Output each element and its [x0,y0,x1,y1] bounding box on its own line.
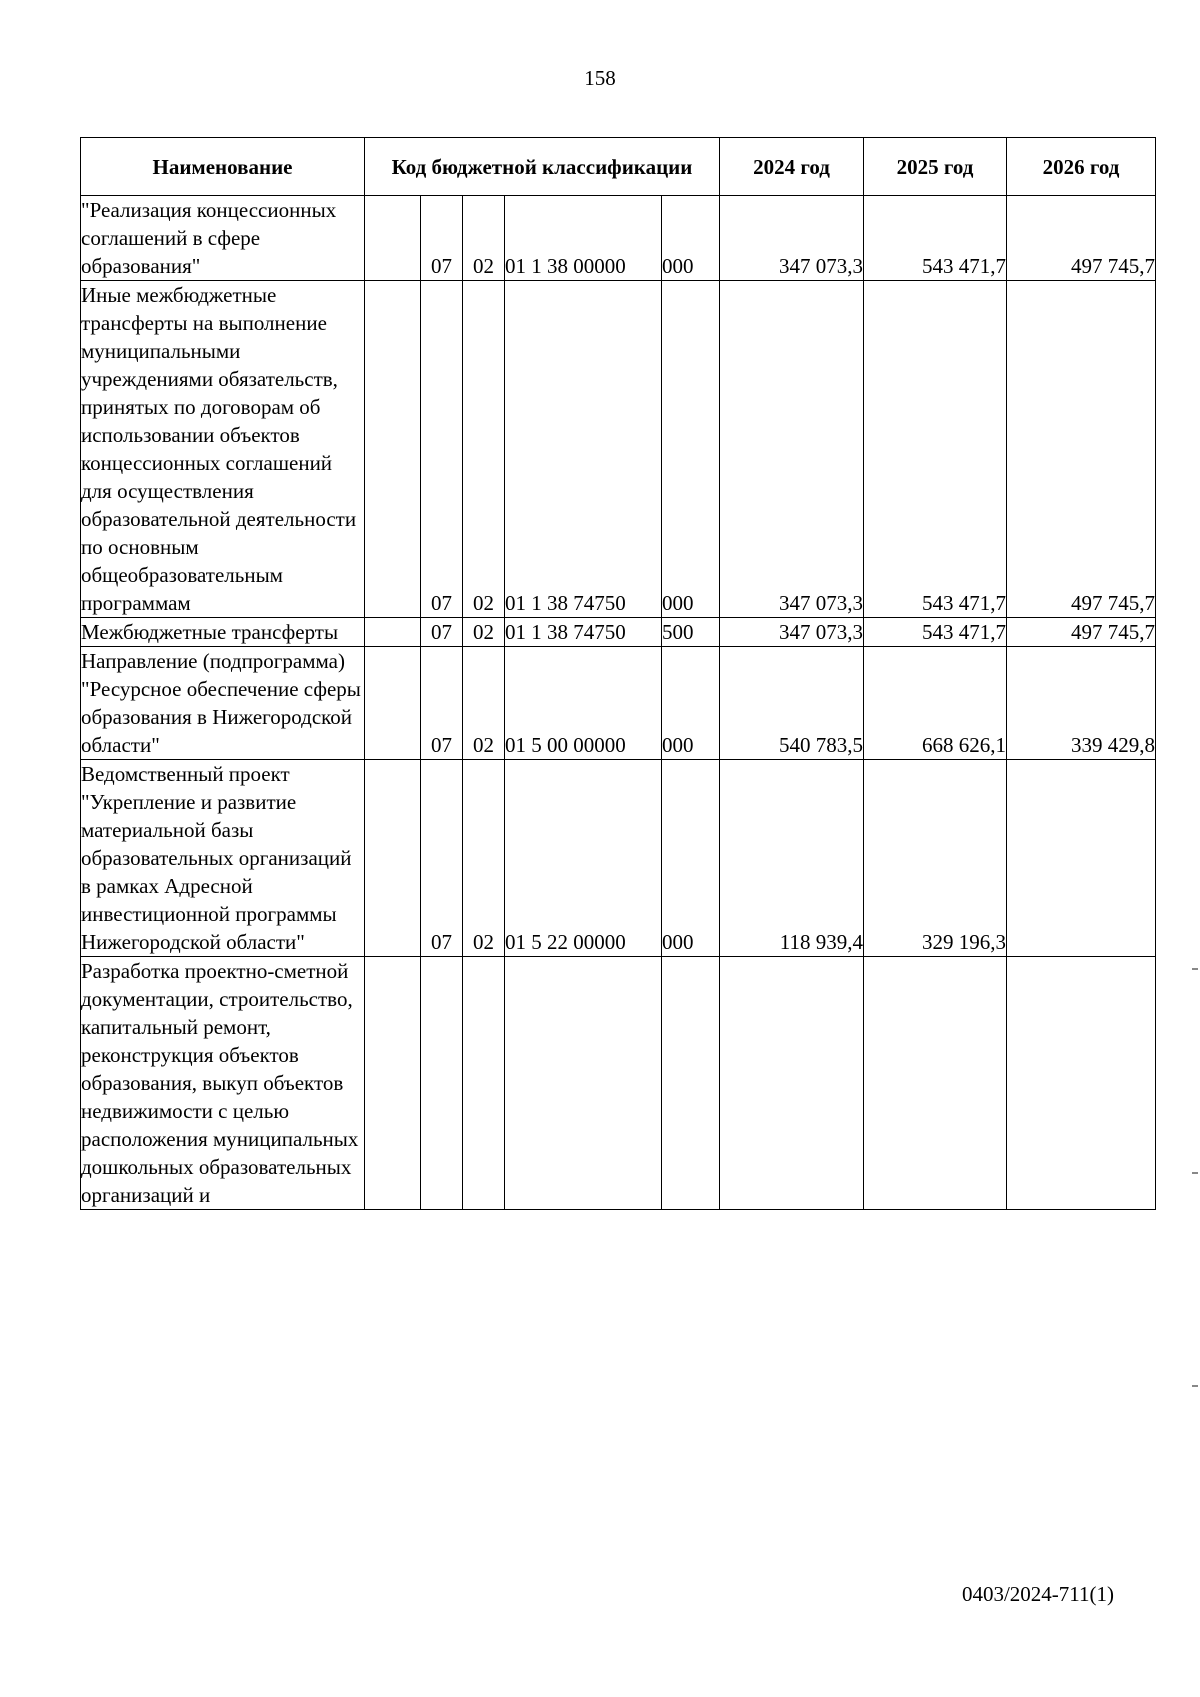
value-2025: 668 626,1 [864,647,1007,760]
value-2024: 347 073,3 [720,618,864,647]
row-name: Ведомственный проект "Укрепление и развитие материальной базы образовательных организаций в рамках Адресной инвестиционной программы Нижегородской области" [81,760,365,957]
value-2025: 329 196,3 [864,760,1007,957]
code-section: 07 [421,618,463,647]
code-target-article: 01 1 38 00000 [505,196,662,281]
code-part-1 [365,618,421,647]
value-2025: 543 471,7 [864,281,1007,618]
code-target-article [505,957,662,1210]
code-target-article: 01 1 38 74750 [505,281,662,618]
value-2024 [720,957,864,1210]
row-name: Иные межбюджетные трансферты на выполнение муниципальными учреждениями обязательств, принятых по договорам об использовании объектов концессионных соглашений для осуществления образовательной деятельности по основным общеобразовательным программам [81,281,365,618]
table-header-row [81,138,1156,196]
code-subsection: 02 [463,647,505,760]
code-expense-type: 000 [662,647,720,760]
code-part-1 [365,957,421,1210]
scan-artifact-mark [1192,1172,1198,1174]
value-2026: 497 745,7 [1007,618,1156,647]
header-name: Наименование [81,138,365,196]
value-2025: 543 471,7 [864,196,1007,281]
value-2024: 347 073,3 [720,196,864,281]
code-subsection [463,957,505,1210]
value-2025 [864,957,1007,1210]
row-name: Направление (подпрограмма) "Ресурсное обеспечение сферы образования в Нижегородской области" [81,647,365,760]
row-name: "Реализация концессионных соглашений в сфере образования" [81,196,365,281]
table-row [81,957,1156,1210]
value-2026: 497 745,7 [1007,196,1156,281]
table-row [81,647,1156,760]
header-2025: 2025 год [864,138,1007,196]
code-expense-type: 000 [662,760,720,957]
code-section: 07 [421,281,463,618]
code-part-1 [365,760,421,957]
budget-table [80,137,1156,1210]
code-expense-type [662,957,720,1210]
scan-artifact-mark [1192,1385,1198,1387]
scan-artifact-mark [1192,968,1198,970]
code-section: 07 [421,196,463,281]
table-row [81,281,1156,618]
code-subsection: 02 [463,760,505,957]
table-row [81,196,1156,281]
code-part-1 [365,281,421,618]
value-2024: 118 939,4 [720,760,864,957]
code-subsection: 02 [463,281,505,618]
code-expense-type: 000 [662,196,720,281]
row-name: Разработка проектно-сметной документации, строительство, капитальный ремонт, реконструкция объектов образования, выкуп объектов недвижимости с целью расположения муниципальных дошкольных образовательных организаций и [81,957,365,1210]
header-2026: 2026 год [1007,138,1156,196]
code-expense-type: 000 [662,281,720,618]
header-code: Код бюджетной классификации [365,138,720,196]
table-row [81,618,1156,647]
code-expense-type: 500 [662,618,720,647]
code-target-article: 01 1 38 74750 [505,618,662,647]
code-part-1 [365,196,421,281]
value-2026 [1007,760,1156,957]
code-subsection: 02 [463,618,505,647]
document-number: 0403/2024-711(1) [961,1582,1114,1606]
row-name: Межбюджетные трансферты [81,618,365,647]
value-2026 [1007,957,1156,1210]
page-number: 158 [584,66,616,90]
code-section [421,957,463,1210]
header-2024: 2024 год [720,138,864,196]
value-2024: 540 783,5 [720,647,864,760]
table-row [81,760,1156,957]
value-2026: 497 745,7 [1007,281,1156,618]
code-part-1 [365,647,421,760]
value-2025: 543 471,7 [864,618,1007,647]
value-2026: 339 429,8 [1007,647,1156,760]
code-subsection: 02 [463,196,505,281]
code-section: 07 [421,760,463,957]
code-target-article: 01 5 00 00000 [505,647,662,760]
value-2024: 347 073,3 [720,281,864,618]
code-section: 07 [421,647,463,760]
code-target-article: 01 5 22 00000 [505,760,662,957]
